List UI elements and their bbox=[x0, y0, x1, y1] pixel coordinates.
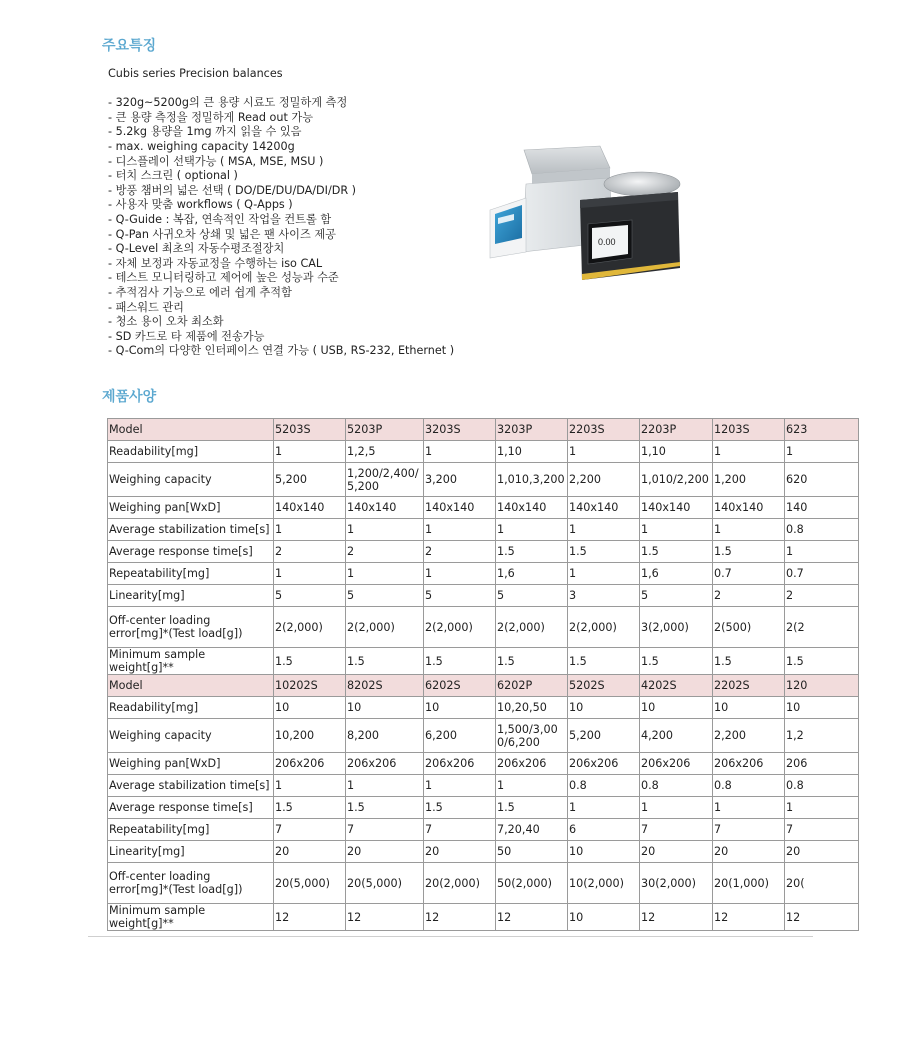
spec-label-cell: Repeatability[mg] bbox=[108, 819, 274, 841]
spec-value-cell: 20(2,000) bbox=[424, 863, 496, 904]
spec-value-cell: 1 bbox=[713, 519, 785, 541]
features-intro: Cubis series Precision balances bbox=[108, 67, 283, 80]
spec-value-cell: 1.5 bbox=[568, 648, 640, 675]
spec-value-cell: 20 bbox=[346, 841, 424, 863]
spec-value-cell: 206x206 bbox=[713, 753, 785, 775]
feature-item: - 터치 스크린 ( optional ) bbox=[108, 169, 238, 183]
spec-value-cell: 1 bbox=[568, 441, 640, 463]
spec-value-cell: 140x140 bbox=[274, 497, 346, 519]
spec-label-cell: Minimum sample weight[g]** bbox=[108, 904, 274, 931]
model-name-cell: 5202S bbox=[568, 675, 640, 697]
spec-value-cell: 1 bbox=[424, 519, 496, 541]
spec-value-cell: 1 bbox=[640, 797, 713, 819]
model-name-cell: 3203P bbox=[496, 419, 568, 441]
spec-value-cell: 1 bbox=[785, 441, 859, 463]
feature-item: - 디스플레이 선택가능 ( MSA, MSE, MSU ) bbox=[108, 154, 324, 168]
spec-row bbox=[108, 563, 859, 585]
model-name-cell: 6202P bbox=[496, 675, 568, 697]
spec-value-cell: 1.5 bbox=[496, 797, 568, 819]
model-name-cell: 4202S bbox=[640, 675, 713, 697]
model-header-row bbox=[108, 419, 859, 441]
spec-row bbox=[108, 441, 859, 463]
spec-value-cell: 140x140 bbox=[640, 497, 713, 519]
spec-value-cell: 20 bbox=[424, 841, 496, 863]
feature-item: - 사용자 맞춤 workflows ( Q-Apps ) bbox=[108, 198, 293, 212]
spec-value-cell: 50(2,000) bbox=[496, 863, 568, 904]
spec-value-cell: 2,200 bbox=[568, 463, 640, 497]
spec-value-cell: 620 bbox=[785, 463, 859, 497]
spec-value-cell: 1.5 bbox=[346, 648, 424, 675]
model-name-cell: 5203S bbox=[274, 419, 346, 441]
spec-value-cell: 0.7 bbox=[713, 563, 785, 585]
model-name-cell: 10202S bbox=[274, 675, 346, 697]
feature-item: - max. weighing capacity 14200g bbox=[108, 139, 295, 153]
spec-value-cell: 2(2,000) bbox=[274, 607, 346, 648]
spec-value-cell: 140x140 bbox=[496, 497, 568, 519]
spec-label-cell: Readability[mg] bbox=[108, 697, 274, 719]
spec-value-cell: 1,200 bbox=[713, 463, 785, 497]
model-name-cell: 2203P bbox=[640, 419, 713, 441]
feature-item: - Q-Guide : 복잡, 연속적인 작업을 컨트롤 함 bbox=[108, 212, 332, 226]
model-label-cell: Model bbox=[108, 675, 274, 697]
spec-row bbox=[108, 753, 859, 775]
spec-row bbox=[108, 463, 859, 497]
spec-row bbox=[108, 841, 859, 863]
spec-value-cell: 50 bbox=[496, 841, 568, 863]
spec-label-cell: Linearity[mg] bbox=[108, 585, 274, 607]
spec-value-cell: 0.8 bbox=[713, 775, 785, 797]
spec-value-cell: 5 bbox=[424, 585, 496, 607]
spec-value-cell: 140x140 bbox=[713, 497, 785, 519]
spec-label-cell: Weighing capacity bbox=[108, 719, 274, 753]
spec-value-cell: 10 bbox=[274, 697, 346, 719]
spec-row bbox=[108, 863, 859, 904]
feature-item: - 테스트 모니터링하고 제어에 높은 성능과 수준 bbox=[108, 271, 339, 285]
spec-value-cell: 10,20,50 bbox=[496, 697, 568, 719]
balance-display-readout: 0.00 bbox=[598, 237, 616, 247]
spec-value-cell: 1,2 bbox=[785, 719, 859, 753]
spec-value-cell: 1 bbox=[346, 519, 424, 541]
spec-label-cell: Off-center loading error[mg]*(Test load[g]) bbox=[108, 607, 274, 648]
balance-product-image bbox=[482, 140, 682, 290]
feature-item: - 320g~5200g의 큰 용량 시료도 정밀하게 측정 bbox=[108, 96, 348, 110]
spec-value-cell: 1,500/3,000/6,200 bbox=[496, 719, 568, 753]
spec-value-cell: 140x140 bbox=[568, 497, 640, 519]
feature-item: - 패스워드 관리 bbox=[108, 300, 184, 314]
spec-row bbox=[108, 519, 859, 541]
spec-value-cell: 0.8 bbox=[785, 519, 859, 541]
spec-value-cell: 20 bbox=[640, 841, 713, 863]
spec-value-cell: 2(2,000) bbox=[568, 607, 640, 648]
spec-value-cell: 0.8 bbox=[568, 775, 640, 797]
spec-value-cell: 5 bbox=[496, 585, 568, 607]
spec-value-cell: 10(2,000) bbox=[568, 863, 640, 904]
bottom-divider bbox=[88, 936, 813, 937]
spec-value-cell: 12 bbox=[785, 904, 859, 931]
model-name-cell: 1203S bbox=[713, 419, 785, 441]
spec-value-cell: 10 bbox=[346, 697, 424, 719]
spec-value-cell: 1 bbox=[274, 441, 346, 463]
spec-value-cell: 1 bbox=[640, 519, 713, 541]
spec-value-cell: 20 bbox=[785, 841, 859, 863]
spec-value-cell: 12 bbox=[713, 904, 785, 931]
model-name-cell: 2203S bbox=[568, 419, 640, 441]
feature-item: - 큰 용량 측정을 정밀하게 Read out 가능 bbox=[108, 110, 314, 124]
spec-value-cell: 206x206 bbox=[274, 753, 346, 775]
model-name-cell: 623 bbox=[785, 419, 859, 441]
spec-value-cell: 5 bbox=[274, 585, 346, 607]
spec-value-cell: 206x206 bbox=[424, 753, 496, 775]
spec-value-cell: 5,200 bbox=[274, 463, 346, 497]
spec-value-cell: 20(5,000) bbox=[346, 863, 424, 904]
spec-value-cell: 1 bbox=[713, 797, 785, 819]
spec-value-cell: 1.5 bbox=[496, 648, 568, 675]
spec-value-cell: 12 bbox=[274, 904, 346, 931]
spec-value-cell: 5 bbox=[640, 585, 713, 607]
spec-label-cell: Average stabilization time[s] bbox=[108, 519, 274, 541]
feature-item: - 청소 용이 오차 최소화 bbox=[108, 315, 224, 329]
spec-value-cell: 206x206 bbox=[568, 753, 640, 775]
spec-value-cell: 7 bbox=[424, 819, 496, 841]
spec-value-cell: 1 bbox=[346, 563, 424, 585]
spec-value-cell: 1,200/2,400/5,200 bbox=[346, 463, 424, 497]
spec-value-cell: 2,200 bbox=[713, 719, 785, 753]
model-name-cell: 8202S bbox=[346, 675, 424, 697]
spec-value-cell: 1.5 bbox=[640, 648, 713, 675]
spec-value-cell: 20(1,000) bbox=[713, 863, 785, 904]
spec-row bbox=[108, 797, 859, 819]
model-header-row bbox=[108, 675, 859, 697]
spec-label-cell: Weighing capacity bbox=[108, 463, 274, 497]
spec-value-cell: 1.5 bbox=[424, 648, 496, 675]
spec-value-cell: 12 bbox=[424, 904, 496, 931]
model-name-cell: 5203P bbox=[346, 419, 424, 441]
feature-item: - 5.2kg 용량을 1mg 까지 읽을 수 있음 bbox=[108, 125, 302, 139]
spec-value-cell: 12 bbox=[346, 904, 424, 931]
spec-label-cell: Linearity[mg] bbox=[108, 841, 274, 863]
spec-value-cell: 1 bbox=[713, 441, 785, 463]
spec-value-cell: 4,200 bbox=[640, 719, 713, 753]
spec-value-cell: 20 bbox=[274, 841, 346, 863]
spec-value-cell: 1,6 bbox=[496, 563, 568, 585]
spec-value-cell: 1.5 bbox=[568, 541, 640, 563]
spec-value-cell: 2 bbox=[713, 585, 785, 607]
spec-value-cell: 2 bbox=[785, 585, 859, 607]
spec-value-cell: 12 bbox=[640, 904, 713, 931]
spec-value-cell: 7,20,40 bbox=[496, 819, 568, 841]
spec-value-cell: 8,200 bbox=[346, 719, 424, 753]
spec-label-cell: Weighing pan[WxD] bbox=[108, 753, 274, 775]
feature-item: - Q-Com의 다양한 인터페이스 연결 가능 ( USB, RS-232, Ethernet ) bbox=[108, 344, 455, 358]
spec-row bbox=[108, 497, 859, 519]
spec-value-cell: 2 bbox=[274, 541, 346, 563]
spec-value-cell: 1,2,5 bbox=[346, 441, 424, 463]
spec-value-cell: 1 bbox=[346, 775, 424, 797]
spec-value-cell: 10 bbox=[713, 697, 785, 719]
features-items bbox=[108, 96, 488, 359]
spec-value-cell: 10,200 bbox=[274, 719, 346, 753]
spec-value-cell: 206x206 bbox=[496, 753, 568, 775]
spec-value-cell: 10 bbox=[568, 841, 640, 863]
spec-row bbox=[108, 585, 859, 607]
spec-label-cell: Average stabilization time[s] bbox=[108, 775, 274, 797]
spec-value-cell: 7 bbox=[713, 819, 785, 841]
spec-value-cell: 10 bbox=[785, 697, 859, 719]
spec-table-body bbox=[108, 419, 859, 931]
spec-value-cell: 1.5 bbox=[424, 797, 496, 819]
model-name-cell: 2202S bbox=[713, 675, 785, 697]
spec-row bbox=[108, 719, 859, 753]
spec-value-cell: 6 bbox=[568, 819, 640, 841]
model-name-cell: 6202S bbox=[424, 675, 496, 697]
model-name-cell: 120 bbox=[785, 675, 859, 697]
spec-value-cell: 1 bbox=[274, 563, 346, 585]
spec-row bbox=[108, 904, 859, 931]
spec-label-cell: Readability[mg] bbox=[108, 441, 274, 463]
feature-item: - SD 카드로 타 제품에 전송가능 bbox=[108, 329, 265, 343]
spec-value-cell: 1 bbox=[424, 563, 496, 585]
spec-value-cell: 7 bbox=[274, 819, 346, 841]
spec-value-cell: 2(2,000) bbox=[346, 607, 424, 648]
spec-label-cell: Average response time[s] bbox=[108, 797, 274, 819]
spec-value-cell: 1 bbox=[274, 519, 346, 541]
spec-value-cell: 1.5 bbox=[274, 648, 346, 675]
spec-value-cell: 2(2,000) bbox=[424, 607, 496, 648]
spec-value-cell: 1,10 bbox=[640, 441, 713, 463]
spec-value-cell: 20 bbox=[713, 841, 785, 863]
spec-value-cell: 3,200 bbox=[424, 463, 496, 497]
spec-value-cell: 10 bbox=[424, 697, 496, 719]
spec-value-cell: 2(500) bbox=[713, 607, 785, 648]
spec-label-cell: Weighing pan[WxD] bbox=[108, 497, 274, 519]
spec-value-cell: 10 bbox=[640, 697, 713, 719]
feature-item: - 자체 보정과 자동교정을 수행하는 iso CAL bbox=[108, 256, 323, 270]
spec-value-cell: 1 bbox=[785, 541, 859, 563]
spec-value-cell: 7 bbox=[640, 819, 713, 841]
spec-value-cell: 1 bbox=[496, 519, 568, 541]
spec-table bbox=[107, 418, 859, 931]
spec-label-cell: Average response time[s] bbox=[108, 541, 274, 563]
spec-value-cell: 1 bbox=[424, 441, 496, 463]
spec-value-cell: 2(2,000) bbox=[496, 607, 568, 648]
feature-item: - Q-Pan 사귀오차 상쇄 및 넓은 팬 사이즈 제공 bbox=[108, 227, 336, 241]
spec-value-cell: 206 bbox=[785, 753, 859, 775]
spec-value-cell: 2 bbox=[424, 541, 496, 563]
spec-label-cell: Repeatability[mg] bbox=[108, 563, 274, 585]
features-heading: 주요특징 bbox=[102, 38, 157, 54]
feature-item: - Q-Level 최초의 자동수평조절장치 bbox=[108, 242, 285, 256]
spec-value-cell: 7 bbox=[346, 819, 424, 841]
spec-row bbox=[108, 697, 859, 719]
spec-row bbox=[108, 648, 859, 675]
spec-value-cell: 1.5 bbox=[713, 541, 785, 563]
spec-value-cell: 1.5 bbox=[713, 648, 785, 675]
spec-row bbox=[108, 775, 859, 797]
spec-value-cell: 1 bbox=[568, 563, 640, 585]
spec-value-cell: 1 bbox=[568, 797, 640, 819]
spec-value-cell: 2 bbox=[346, 541, 424, 563]
spec-value-cell: 1,010,3,200 bbox=[496, 463, 568, 497]
spec-value-cell: 140x140 bbox=[346, 497, 424, 519]
spec-value-cell: 5,200 bbox=[568, 719, 640, 753]
specs-heading: 제품사양 bbox=[102, 389, 157, 405]
spec-value-cell: 10 bbox=[568, 697, 640, 719]
spec-value-cell: 0.7 bbox=[785, 563, 859, 585]
spec-row bbox=[108, 607, 859, 648]
spec-value-cell: 1.5 bbox=[785, 648, 859, 675]
model-label-cell: Model bbox=[108, 419, 274, 441]
spec-value-cell: 1 bbox=[496, 775, 568, 797]
spec-value-cell: 10 bbox=[568, 904, 640, 931]
spec-value-cell: 1.5 bbox=[496, 541, 568, 563]
spec-row bbox=[108, 541, 859, 563]
spec-value-cell: 1 bbox=[274, 775, 346, 797]
spec-value-cell: 1 bbox=[568, 519, 640, 541]
spec-value-cell: 6,200 bbox=[424, 719, 496, 753]
spec-label-cell: Minimum sample weight[g]** bbox=[108, 648, 274, 675]
spec-value-cell: 1,10 bbox=[496, 441, 568, 463]
spec-value-cell: 3(2,000) bbox=[640, 607, 713, 648]
spec-value-cell: 1,010/2,200 bbox=[640, 463, 713, 497]
spec-value-cell: 0.8 bbox=[640, 775, 713, 797]
feature-item: - 방풍 챔버의 넓은 선택 ( DO/DE/DU/DA/DI/DR ) bbox=[108, 183, 357, 197]
feature-item: - 추적검사 기능으로 에러 쉽게 추적함 bbox=[108, 285, 292, 299]
spec-value-cell: 3 bbox=[568, 585, 640, 607]
spec-value-cell: 20( bbox=[785, 863, 859, 904]
spec-value-cell: 140 bbox=[785, 497, 859, 519]
spec-value-cell: 12 bbox=[496, 904, 568, 931]
spec-value-cell: 1 bbox=[785, 797, 859, 819]
spec-value-cell: 1.5 bbox=[274, 797, 346, 819]
spec-row bbox=[108, 819, 859, 841]
spec-value-cell: 206x206 bbox=[346, 753, 424, 775]
model-name-cell: 3203S bbox=[424, 419, 496, 441]
features-list bbox=[108, 67, 488, 359]
spec-value-cell: 1,6 bbox=[640, 563, 713, 585]
spec-value-cell: 140x140 bbox=[424, 497, 496, 519]
spec-value-cell: 20(5,000) bbox=[274, 863, 346, 904]
spec-value-cell: 2(2 bbox=[785, 607, 859, 648]
spec-value-cell: 206x206 bbox=[640, 753, 713, 775]
spec-value-cell: 1.5 bbox=[640, 541, 713, 563]
spec-value-cell: 0.8 bbox=[785, 775, 859, 797]
spec-value-cell: 7 bbox=[785, 819, 859, 841]
spec-value-cell: 1.5 bbox=[346, 797, 424, 819]
spec-table-container bbox=[107, 418, 808, 932]
spec-value-cell: 5 bbox=[346, 585, 424, 607]
spec-value-cell: 1 bbox=[424, 775, 496, 797]
spec-value-cell: 30(2,000) bbox=[640, 863, 713, 904]
spec-label-cell: Off-center loading error[mg]*(Test load[g]) bbox=[108, 863, 274, 904]
